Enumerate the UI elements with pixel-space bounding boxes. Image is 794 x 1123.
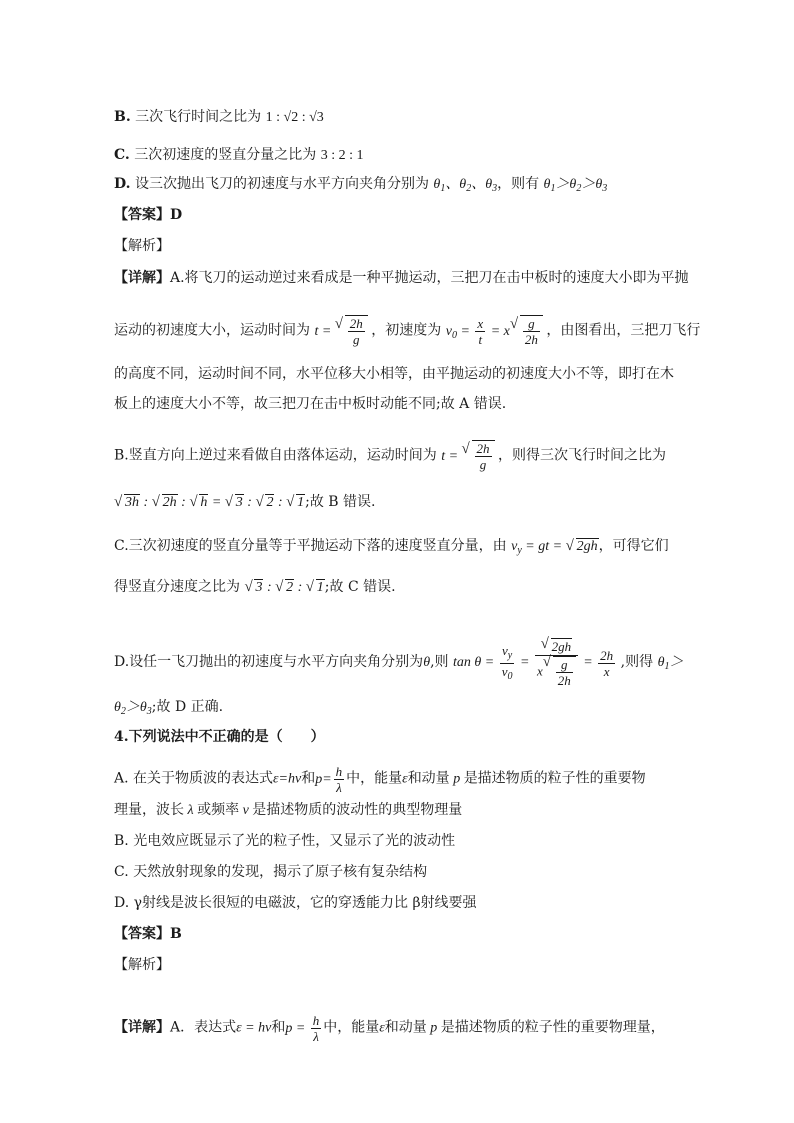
text: 和动量 [384,1019,427,1036]
formula-velocity: $v_0$ = $\frac{x}{t}$ = x √ $\frac{g}{2h}$ [446,324,547,339]
math-thetas: $\theta_1$、$\theta_2$、$\theta_3$ [433,177,498,194]
text: B.竖直方向上逆过来看做自由落体运动，运动时间为 [114,447,437,464]
formula-momentum: p= $\frac{h}{\lambda}$ [315,764,343,795]
explain-a-line-3: 的高度不同，运动时间不同，水平位移大小相等，由平抛运动的初速度大小不等，即打在木 [114,366,674,382]
option-label: C. [114,147,130,163]
text: 和 [301,770,316,787]
text: 中，能量 [346,770,403,787]
text: ，可得它们 [598,538,669,554]
explain-d-line-1 [114,638,683,688]
formula-time: t = √ $\frac{2h}{g}$ [314,324,371,339]
ratio: 1 : √2 : √3 [265,110,324,125]
math-p: p [426,1020,441,1036]
text: A.将飞刀的运动逆过来看成是一种平抛运动，三把刀在击中板时的速度大小即为平抛 [170,270,689,286]
explain-d-line-2 [114,697,223,722]
explain-b-line-2 [114,492,376,513]
text: 理量，波长 [114,802,184,818]
text: ，初速度为 [371,322,442,339]
detail-tag: 【详解】 [114,270,170,286]
math-theta1: $\theta_1>$ [657,655,684,673]
text: ;故 C 错误. [324,579,396,595]
text: A．表达式 [170,1019,237,1036]
math-epsilon: ε [402,771,408,787]
answer-tag: 【答案】 [114,207,170,223]
text: 和动量 [407,770,450,787]
text: A. 在关于物质波的表达式 [114,770,274,787]
answer-line [114,205,182,225]
text: 是描述物质的波动性的典型物理量 [252,802,463,818]
formula-ratio: √ 3 : √ 2 : √ 1 [244,580,324,595]
text: 或频率 [197,802,240,818]
formula-vy: $v_y$ = gt = √ 2gh [511,539,598,554]
option-text: 三次初速度的竖直分量之比为 [134,147,317,163]
q4-option-d: D. γ射线是波长很短的电磁波，它的穿透能力比 β射线要强 [114,895,477,911]
option-tail: ，则有 [497,176,540,192]
text: ;故 B 错误. [305,494,376,510]
text: 是描述物质的粒子性的重要物理量， [440,1019,665,1036]
text: 中，能量 [323,1019,380,1036]
explain-c-line-1 [114,536,669,561]
option-d-line [114,174,607,199]
option-b-line [114,107,324,128]
formula-energy: ε=hν [273,771,302,787]
formula-tan: tan θ = $\frac{v_y}{v_0}$ = √ 2gh x √ $\frac{g}{2h}$ = $\frac{2h}{x}$ [453,655,621,670]
answer-tag: 【答案】 [114,926,170,942]
math-theta-rest: $\theta_2>\theta_3$ [114,700,152,717]
math-theta: θ [423,655,431,671]
formula-ratio: √ 3h : √ 2h : √ h = √ 3 : √ 2 : √ 1 [114,495,305,510]
math-nu: ν [239,803,253,818]
question-4-stem: 4.下列说法中不正确的是（ ） [114,729,325,745]
text: ,则 [430,654,449,671]
text: C.三次初速度的竖直分量等于平抛运动下落的速度竖直分量，由 [114,538,507,554]
text: ，由图看出，三把刀飞行 [546,322,701,339]
math-p: p [449,771,464,787]
detail-tag: 【详解】 [114,1019,170,1036]
q4-option-a-line-1 [114,764,646,795]
explain-a-line-4: 板上的速度大小不等，故三把刀在击中板时动能不同;故 A 错误. [114,396,507,412]
option-c-line [114,145,363,166]
text: ，则得三次飞行时间之比为 [498,447,667,464]
q4-explain-line-1 [114,1013,665,1044]
formula-time: t = √ $\frac{2h}{g}$ [441,449,498,464]
formula-energy: ε = hν [236,1020,272,1036]
text: 得竖直分速度之比为 [114,579,240,595]
explain-a-line-1 [114,268,689,288]
math-epsilon: ε [379,1020,385,1036]
formula-momentum: p = $\frac{h}{\lambda}$ [285,1013,320,1044]
answer-value: D [170,207,183,223]
explain-a-line-2 [114,315,700,347]
q4-answer-line [114,924,182,944]
text: 和 [271,1019,286,1036]
option-text: 设三次抛出飞刀的初速度与水平方向夹角分别为 [134,176,429,192]
option-label: B. [114,109,131,125]
q4-option-b: B. 光电效应既显示了光的粒子性，又显示了光的波动性 [114,833,456,849]
math-inequality: $\theta_1>\theta_2>\theta_3$ [543,177,608,194]
text: ,则得 [620,654,654,671]
explain-b-line-1 [114,440,666,472]
text: 运动的初速度大小，运动时间为 [114,322,310,339]
option-label: D. [114,176,131,192]
analysis-tag: 【解析】 [114,238,170,254]
math-lambda: λ [184,803,198,818]
text: D.设任一飞刀抛出的初速度与水平方向夹角分别为 [114,654,424,671]
option-text: 三次飞行时间之比为 [135,109,262,125]
explain-c-line-2 [114,577,396,598]
q4-option-a-line-2 [114,800,462,821]
ratio: 3 : 2 : 1 [320,148,364,163]
q4-analysis-tag: 【解析】 [114,957,170,973]
q4-option-c: C. 天然放射现象的发现，揭示了原子核有复杂结构 [114,864,428,880]
text: 是描述物质的粒子性的重要物 [463,770,646,787]
text: ;故 D 正确. [151,699,224,715]
answer-value: B [170,926,182,942]
